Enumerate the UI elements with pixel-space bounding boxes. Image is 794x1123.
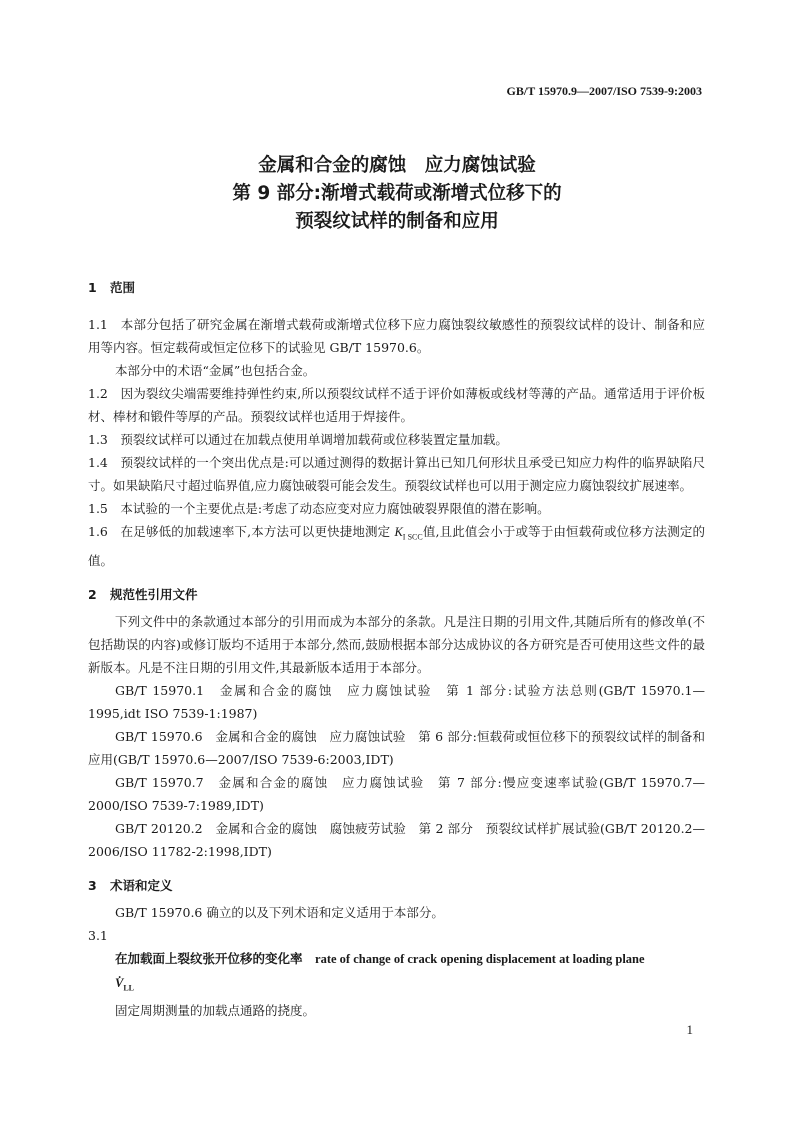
term-english: rate of change of crack opening displacement at loading plane xyxy=(315,951,645,966)
clause-1-2: 1.2 因为裂纹尖端需要维持弹性约束,所以预裂纹试样不适于评价如薄板或线材等薄的产品。通常适用于评价板材、棒材和锻件等厚的产品。预裂纹试样也适用于焊接件。 xyxy=(88,386,705,424)
clause-1-4: 1.4 预裂纹试样的一个突出优点是:可以通过测得的数据计算出已知几何形状且承受已知应力构件的临界缺陷尺寸。如果缺陷尺寸超过临界值,应力腐蚀破裂可能会发生。预裂纹试样也可以用于测定应力腐蚀裂纹扩展速率。 xyxy=(88,455,705,493)
title-line-1: 金属和合金的腐蚀 应力腐蚀试验 xyxy=(258,155,536,176)
document-title xyxy=(0,152,794,236)
page-number: 1 xyxy=(686,1022,693,1037)
reference-item: GB/T 15970.7 金属和合金的腐蚀 应力腐蚀试验 第 7 部分:慢应变速率试验(GB/T 15970.7—2000/ISO 7539-7:1989,IDT) xyxy=(88,774,705,813)
clause-1-5: 1.5 本试验的一个主要优点是:考虑了动态应变对应力腐蚀破裂界限值的潜在影响。 xyxy=(88,501,550,516)
title-line-2: 第 9 部分:渐增式载荷或渐增式位移下的 xyxy=(232,183,562,204)
section-2-intro: 下列文件中的条款通过本部分的引用而成为本部分的条款。凡是注日期的引用文件,其随后所有的修改单(不包括勘误的内容)或修订版均不适用于本部分,然而,鼓励根据本部分达成协议的各方研究是否可使用这些文件的最新版本。凡是不注日期的引用文件,其最新版本适用于本部分。 xyxy=(88,613,705,675)
reference-item: GB/T 20120.2 金属和合金的腐蚀 腐蚀疲劳试验 第 2 部分 预裂纹试样扩展试验(GB/T 20120.2—2006/ISO 11782-2:1998,IDT) xyxy=(88,820,705,859)
reference-item: GB/T 15970.1 金属和合金的腐蚀 应力腐蚀试验 第 1 部分:试验方法总则(GB/T 15970.1—1995,idt ISO 7539-1:1987) xyxy=(88,682,705,721)
clause-1-6: 1.6 在足够低的加载速率下,本方法可以更快捷地测定 $K_{I SCC}$值,且此值会小于或等于由恒载荷或位移方法测定的值。 xyxy=(88,524,706,568)
term-entry xyxy=(88,947,705,971)
standard-number-header: GB/T 15970.9—2007/ISO 7539-9:2003 xyxy=(506,84,702,98)
section-3-intro: GB/T 15970.6 确立的以及下列术语和定义适用于本部分。 xyxy=(115,904,444,920)
section-3-heading: 3 术语和定义 xyxy=(88,877,173,893)
document-body xyxy=(88,276,705,1022)
term-chinese: 在加载面上裂纹张开位移的变化率 xyxy=(115,950,303,966)
kiscc-symbol: $K_{I SCC}$ xyxy=(394,525,423,542)
reference-item: GB/T 15970.6 金属和合金的腐蚀 应力腐蚀试验 第 6 部分:恒载荷或恒位移下的预裂纹试样的制备和应用(GB/T 15970.6—2007/ISO 7539-6:2003,IDT) xyxy=(88,728,705,767)
term-symbol: $V̇_{LL}$ xyxy=(115,975,135,992)
term-definition: 固定周期测量的加载点通路的挠度。 xyxy=(115,1003,316,1018)
clause-1-3: 1.3 预裂纹试样可以通过在加载点使用单调增加载荷或位移装置定量加载。 xyxy=(88,432,508,447)
title-line-3: 预裂纹试样的制备和应用 xyxy=(295,211,499,232)
clause-1-1-note: 本部分中的术语“金属”也包括合金。 xyxy=(115,363,316,378)
subclause-3-1-number: 3.1 xyxy=(88,927,108,943)
clause-1-1: 1.1 本部分包括了研究金属在渐增式载荷或渐增式位移下应力腐蚀裂纹敏感性的预裂纹试样的设计、制备和应用等内容。恒定载荷或恒定位移下的试验见 GB/T 15970.6。 xyxy=(88,317,705,355)
section-2-heading: 2 规范性引用文件 xyxy=(88,586,198,602)
section-1-heading: 1 范围 xyxy=(88,280,136,295)
